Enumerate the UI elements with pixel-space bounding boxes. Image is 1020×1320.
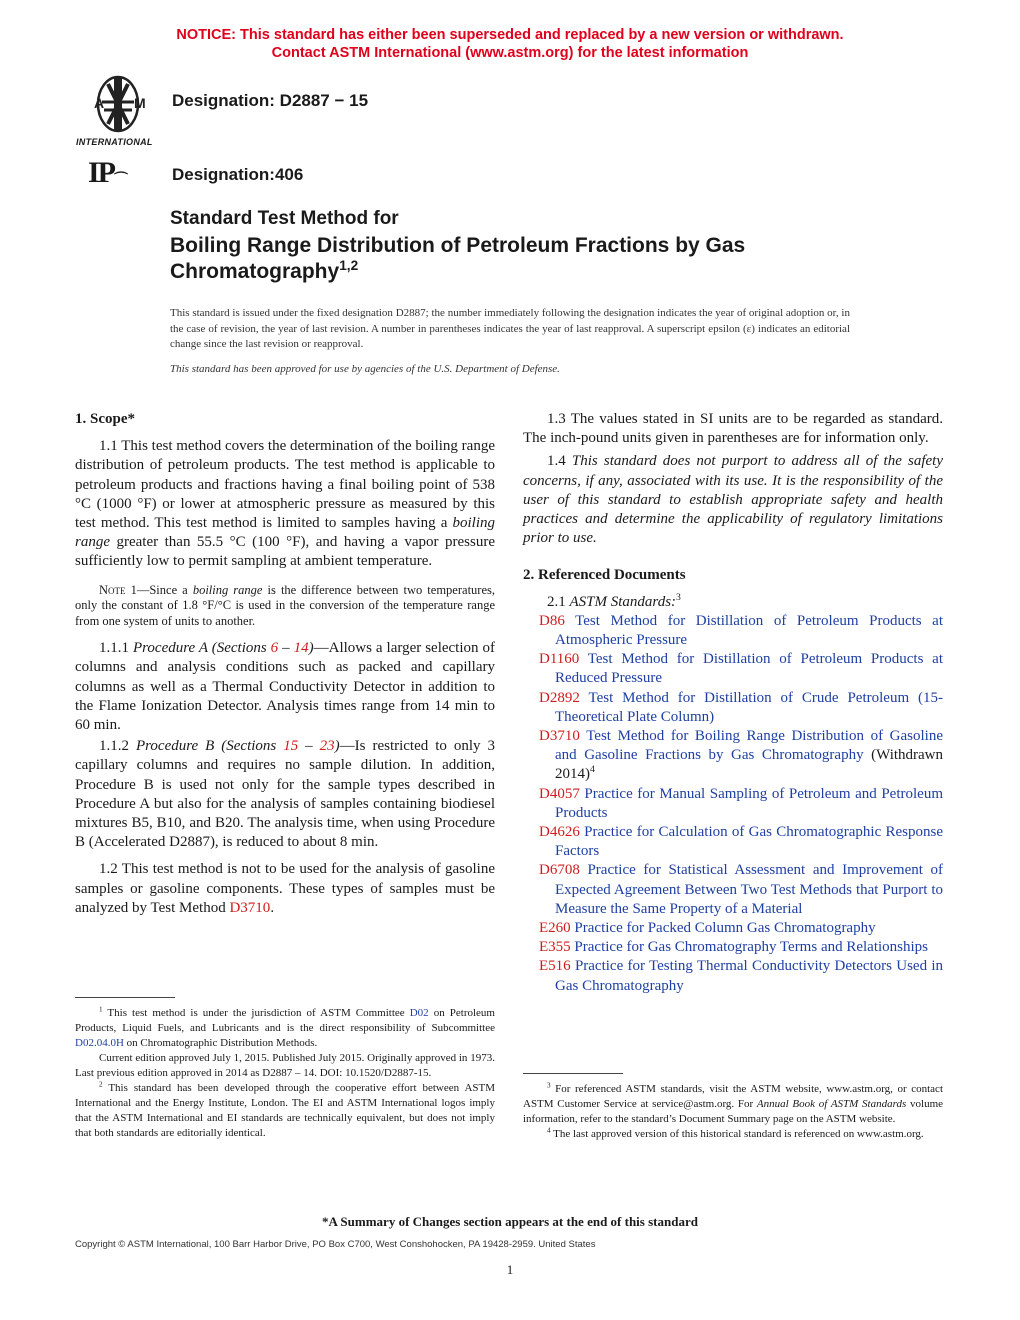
referenced-standard-item (523, 650, 943, 688)
referenced-standards-list (523, 612, 943, 996)
svg-text:M: M (134, 95, 146, 111)
para-1-1: 1.1 This test method covers the determination of the boiling range distribution of petroleum products. The test method is applicable to petroleum products and fractions having a final boiling point of 538 °C (1000 °F) or lower at atmospheric pressure as measured by this test method. This test method is limited to samples having a boiling range greater than 55.5 °C (100 °F), and having a vapor pressure sufficiently low to permit sampling at ambient temperature. (75, 438, 495, 570)
standard-code-link[interactable]: D86 (539, 612, 565, 629)
standard-code-link[interactable]: D4626 (539, 824, 580, 841)
standard-title-link[interactable]: Practice for Gas Chromatography Terms and Relationships (574, 939, 929, 956)
footnotes-right (523, 1082, 943, 1142)
right-column (523, 410, 943, 996)
astm-logo-icon (76, 74, 160, 134)
referenced-documents-heading: 2. Referenced Documents (523, 567, 686, 584)
ip-logo-text: IP (88, 156, 114, 189)
footnote-rule-left (75, 997, 175, 998)
standard-title-link[interactable]: Practice for Testing Thermal Conductivity Detectors Used in Gas Chromatography (555, 958, 944, 994)
standard-code-link[interactable]: D6708 (539, 862, 580, 879)
document-title (170, 233, 745, 285)
footnote-ref-4: 4 (590, 764, 595, 776)
footnote-3: $^3$ For referenced ASTM standards, visit the ASTM website, www.astm.org, or contact ASTM Customer Service at service@astm.org. For Annual Book of ASTM Standards volume information, refer to the standard’s Document Summary page on the ASTM website. (523, 1081, 944, 1125)
standard-title-link[interactable]: Test Method for Distillation of Petroleum Products at Reduced Pressure (555, 651, 944, 687)
standard-title-link[interactable]: Practice for Statistical Assessment and Improvement of Expected Agreement Between Two Test Methods that Purport to Measure the Same Property of a Material (555, 862, 943, 917)
standard-title-link[interactable]: Practice for Manual Sampling of Petroleum and Petroleum Products (555, 785, 943, 821)
para-2-1: 2.1 ASTM Standards:$^3$ (547, 591, 681, 610)
standard-code-link[interactable]: D2892 (539, 689, 580, 706)
copyright: Copyright © ASTM International, 100 Barr Harbor Drive, PO Box C700, West Conshohocken, PA 19428-2959. United States (75, 1239, 596, 1250)
link-d3710[interactable]: D3710 (229, 899, 271, 916)
page-number: 1 (506, 1262, 514, 1277)
standard-withdrawn-note: (Withdrawn 2014) (555, 747, 944, 783)
referenced-standard-item (523, 727, 943, 785)
link-section-15[interactable]: 15 (283, 738, 299, 755)
standard-code-link[interactable]: D3710 (539, 728, 580, 745)
standard-code-link[interactable]: E516 (539, 958, 571, 975)
notice-line-1: NOTICE: This standard has either been superseded and replaced by a new version or withdrawn. (176, 27, 844, 43)
para-1-1-2: 1.1.2 Procedure B (Sections 15 – 23)—Is restricted to only 3 capillary columns and requires no sample dilution. In addition, Procedure B is used not only for the sample types described in Procedure A but also for the analysis of samples containing biodiesel mixtures B5, B10, and B20. The analysis time, when using Procedure B (Accelerated D2887), is reduced to about 8 min. (75, 738, 495, 851)
note-1: Note 1—Since a boiling range is the difference between two temperatures, only the constant of 1.8 °F/°C is used in the conversion of the temperature range from one system of units to another. (75, 582, 495, 628)
footnote-2: $^2$ This standard has been developed through the cooperative effort between ASTM International and the Energy Institute, London. The EI and ASTM International logos imply that the ASTM International and EI standards are technically equivalent, but does not imply that both standards are editorially identical. (75, 1080, 495, 1139)
link-section-14[interactable]: 14 (293, 640, 309, 657)
link-d02[interactable]: D02 (409, 1007, 429, 1019)
footnote-1-edition: Current edition approved July 1, 2015. Published July 2015. Originally approved in 1973. Last previous edition approved in 2014 as D2887 – 14. DOI: 10.1520/D2887-15. (75, 1052, 495, 1079)
standard-title-link[interactable]: Test Method for Distillation of Crude Petroleum (15-Theoretical Plate Column) (555, 689, 944, 725)
title-footnote-ref: 1,2 (339, 258, 359, 273)
referenced-standard-item (523, 689, 943, 727)
referenced-standard-item (523, 957, 943, 995)
left-column (75, 410, 495, 918)
referenced-standard-item (523, 861, 943, 919)
svg-text:A: A (94, 95, 105, 111)
ip-logo: IP⌒ (88, 156, 126, 189)
referenced-standard-item (523, 785, 943, 823)
standard-title-link[interactable]: Practice for Calculation of Gas Chromatographic Response Factors (555, 824, 944, 860)
link-d02-04-0h[interactable]: D02.04.0H (75, 1037, 124, 1049)
footnote-1: $^1$ This test method is under the jurisdiction of ASTM Committee D02 on Petroleum Products, Liquid Fuels, and Lubricants and is the direct responsibility of Subcommittee D02.04.0H on Chromatographic Distribution Methods. (75, 1005, 495, 1049)
designation-astm: Designation: D2887 − 15 (172, 91, 369, 110)
designation-ip: Designation:406 (172, 165, 304, 184)
standard-code-link[interactable]: D4057 (539, 785, 580, 802)
referenced-standard-item (523, 823, 943, 861)
title-line-2: Chromatography$^{1,2}$ (170, 258, 359, 283)
footnote-4: $^4$ The last approved version of this historical standard is referenced on www.astm.org. (547, 1126, 924, 1140)
link-section-23[interactable]: 23 (319, 738, 335, 755)
referenced-standard-item (523, 938, 943, 957)
para-1-2: 1.2 This test method is not to be used for the analysis of gasoline samples or gasoline components. These types of samples must be analyzed by Test Method D3710. (75, 861, 495, 916)
link-section-6[interactable]: 6 (270, 640, 279, 657)
issued-statement: This standard is issued under the fixed designation D2887; the number immediately following the designation indicates the year of original adoption or, in the case of revision, the year of last revision. A number in parentheses indicates the year of last reapproval. A superscript epsilon (ε) indicates an editorial change since the last revision or reapproval. (170, 307, 850, 350)
summary-of-changes-note: *A Summary of Changes section appears at the end of this standard (322, 1214, 698, 1229)
withdrawal-notice (0, 26, 1020, 62)
notice-line-2: Contact ASTM International (www.astm.org) for the latest information (271, 45, 749, 61)
para-1-3: 1.3 The values stated in SI units are to be regarded as standard. The inch-pound units given in parentheses are for information only. (523, 411, 943, 447)
astm-logo-label: INTERNATIONAL (76, 137, 153, 147)
footnotes-left (75, 1006, 495, 1141)
standard-code-link[interactable]: D1160 (539, 651, 580, 668)
standard-title-link[interactable]: Test Method for Boiling Range Distribution of Gasoline and Gasoline Fractions by Gas Chromatography (555, 728, 944, 764)
scope-heading: 1. Scope* (75, 411, 135, 427)
standard-title-link[interactable]: Test Method for Distillation of Petroleum Products at Atmospheric Pressure (555, 612, 943, 649)
dod-approval: This standard has been approved for use by agencies of the U.S. Department of Defense. (170, 363, 560, 375)
para-1-1-1: 1.1.1 Procedure A (Sections 6 – 14)—Allows a larger selection of columns and analysis conditions such as packed and capillary columns as well as a Thermal Conductivity Detector in addition to the Flame Ionization Detector. Analysis times range from 14 min to 60 min. (75, 640, 495, 733)
referenced-standard-item (523, 919, 943, 938)
standard-code-link[interactable]: E355 (539, 939, 571, 956)
referenced-standard-item (523, 612, 943, 650)
footnote-rule-right (523, 1073, 623, 1074)
standard-title-link[interactable]: Practice for Packed Column Gas Chromatography (574, 920, 876, 937)
para-1-4: 1.4 This standard does not purport to address all of the safety concerns, if any, associated with its use. It is the responsibility of the user of this standard to establish appropriate safety and health practices and determine the applicability of regulatory limitations prior to use. (523, 453, 944, 547)
astm-logo (76, 74, 160, 147)
title-prefix: Standard Test Method for (170, 208, 399, 229)
title-line-1: Boiling Range Distribution of Petroleum Fractions by Gas (170, 234, 746, 257)
standard-code-link[interactable]: E260 (539, 920, 571, 937)
